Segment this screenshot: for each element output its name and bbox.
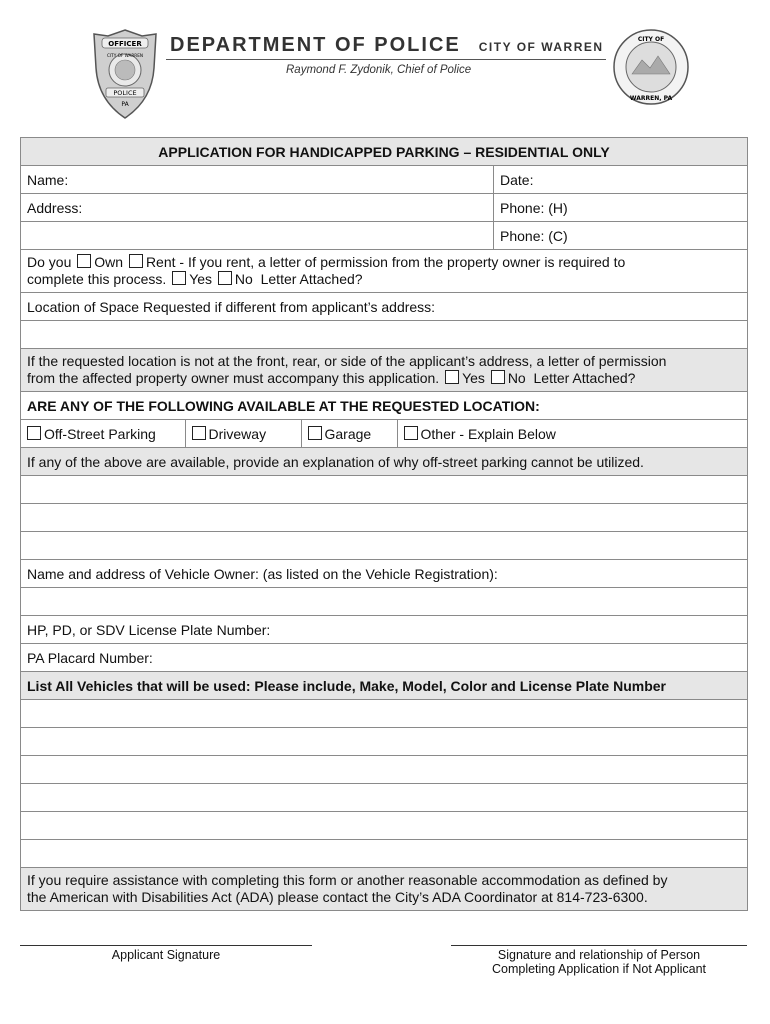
svg-text:PA: PA (121, 101, 129, 108)
option-driveway[interactable] (185, 420, 301, 447)
plate-label: HP, PD, or SDV License Plate Number: (27, 621, 271, 638)
permission-yes-checkbox[interactable] (445, 370, 459, 384)
vehicle-line-6[interactable] (21, 840, 748, 868)
options-row (21, 420, 748, 448)
department-title (170, 34, 604, 57)
vehicle-line-5[interactable] (21, 812, 748, 840)
address-field-line2[interactable] (21, 222, 494, 250)
department-name: DEPARTMENT OF POLICE (170, 34, 461, 56)
letter-attached-label: Letter Attached? (260, 271, 363, 287)
phone-cell-field[interactable] (494, 222, 748, 250)
other-signature-label-line1: Signature and relationship of Person (497, 948, 701, 962)
vehicle-line-2[interactable] (21, 728, 748, 756)
permission-attached-label: Letter Attached? (533, 370, 636, 386)
vehicle-line-1[interactable] (21, 700, 748, 728)
location-label: Location of Space Requested if different from applicant’s address: (21, 293, 748, 321)
svg-text:OFFICER: OFFICER (108, 40, 142, 48)
svg-text:CITY OF: CITY OF (637, 36, 665, 43)
rent-label: Rent - If you rent, a letter of permission from the property owner is required to (145, 254, 626, 270)
complete-process-label: complete this process. (27, 271, 167, 287)
phone-home-label: Phone: (H) (500, 199, 568, 216)
vehicle-line-4[interactable] (21, 784, 748, 812)
ada-note-line1: If you require assistance with completing this form or another reasonable accommodation as defined by (27, 872, 668, 888)
rent-checkbox[interactable] (129, 254, 143, 268)
applicant-signature-label: Applicant Signature (111, 948, 221, 962)
placard-field[interactable] (21, 644, 748, 672)
off-street-label: Off-Street Parking (44, 425, 156, 442)
name-label: Name: (27, 171, 69, 188)
city-seal-logo (612, 28, 690, 106)
ada-note-line2: the American with Disabilities Act (ADA) please contact the City’s ADA Coordinator at 814-723-6300. (27, 889, 648, 905)
other-signature-label-line2: Completing Application if Not Applicant (491, 962, 706, 976)
ada-note (21, 868, 748, 911)
other-signature-label (451, 948, 747, 976)
phone-home-field[interactable] (494, 194, 748, 222)
available-heading: ARE ANY OF THE FOLLOWING AVAILABLE AT THE REQUESTED LOCATION: (21, 392, 748, 420)
do-you-label: Do you (27, 254, 72, 270)
address-label: Address: (27, 199, 83, 216)
option-garage[interactable] (301, 420, 397, 447)
letter-no-label: No (234, 271, 253, 287)
date-label: Date: (500, 171, 534, 188)
owner-input[interactable] (21, 588, 748, 616)
svg-text:CITY OF WARREN: CITY OF WARREN (106, 53, 144, 58)
svg-text:POLICE: POLICE (113, 89, 137, 97)
letter-yes-checkbox[interactable] (172, 271, 186, 285)
application-form (20, 137, 748, 911)
svg-text:WARREN, PA: WARREN, PA (629, 95, 673, 102)
garage-checkbox[interactable] (308, 426, 322, 440)
form-title: APPLICATION FOR HANDICAPPED PARKING – RESIDENTIAL ONLY (21, 138, 748, 166)
police-badge-logo (90, 28, 160, 120)
permission-no-label: No (507, 370, 526, 386)
plate-field[interactable] (21, 616, 748, 644)
other-checkbox[interactable] (404, 426, 418, 440)
option-off-street[interactable] (21, 420, 185, 447)
option-other[interactable] (397, 420, 747, 447)
explanation-line-3[interactable] (21, 532, 748, 560)
vehicles-heading: List All Vehicles that will be used: Please include, Make, Model, Color and License Plate Number (21, 672, 748, 700)
own-rent-row (21, 250, 748, 293)
phone-cell-label: Phone: (C) (500, 227, 568, 244)
owner-label: Name and address of Vehicle Owner: (as listed on the Vehicle Registration): (21, 560, 748, 588)
chief-of-police: Raymond F. Zydonik, Chief of Police (286, 64, 472, 76)
other-label: Other - Explain Below (420, 425, 556, 442)
other-signature-line[interactable] (451, 945, 747, 946)
applicant-signature-line[interactable] (20, 945, 312, 946)
explanation-label: If any of the above are available, provide an explanation of why off-street parking cannot be utilized. (21, 448, 748, 476)
letter-no-checkbox[interactable] (218, 271, 232, 285)
permission-yes-label: Yes (462, 370, 485, 386)
name-field[interactable] (21, 166, 494, 194)
own-label: Own (94, 254, 124, 270)
garage-label: Garage (324, 425, 372, 442)
explanation-line-2[interactable] (21, 504, 748, 532)
permission-note (21, 349, 748, 392)
permission-note-line2: from the affected property owner must accompany this application. (27, 370, 440, 386)
off-street-checkbox[interactable] (27, 426, 41, 440)
letter-yes-label: Yes (189, 271, 213, 287)
date-field[interactable] (494, 166, 748, 194)
own-checkbox[interactable] (77, 254, 91, 268)
permission-no-checkbox[interactable] (491, 370, 505, 384)
header-rule (166, 59, 606, 60)
explanation-line-1[interactable] (21, 476, 748, 504)
address-field[interactable] (21, 194, 494, 222)
vehicle-line-3[interactable] (21, 756, 748, 784)
permission-note-line1: If the requested location is not at the front, rear, or side of the applicant’s address, a letter of permission (27, 353, 667, 369)
placard-label: PA Placard Number: (27, 649, 153, 666)
location-input[interactable] (21, 321, 748, 349)
driveway-label: Driveway (208, 425, 267, 442)
city-name: CITY OF WARREN (478, 40, 604, 54)
driveway-checkbox[interactable] (192, 426, 206, 440)
